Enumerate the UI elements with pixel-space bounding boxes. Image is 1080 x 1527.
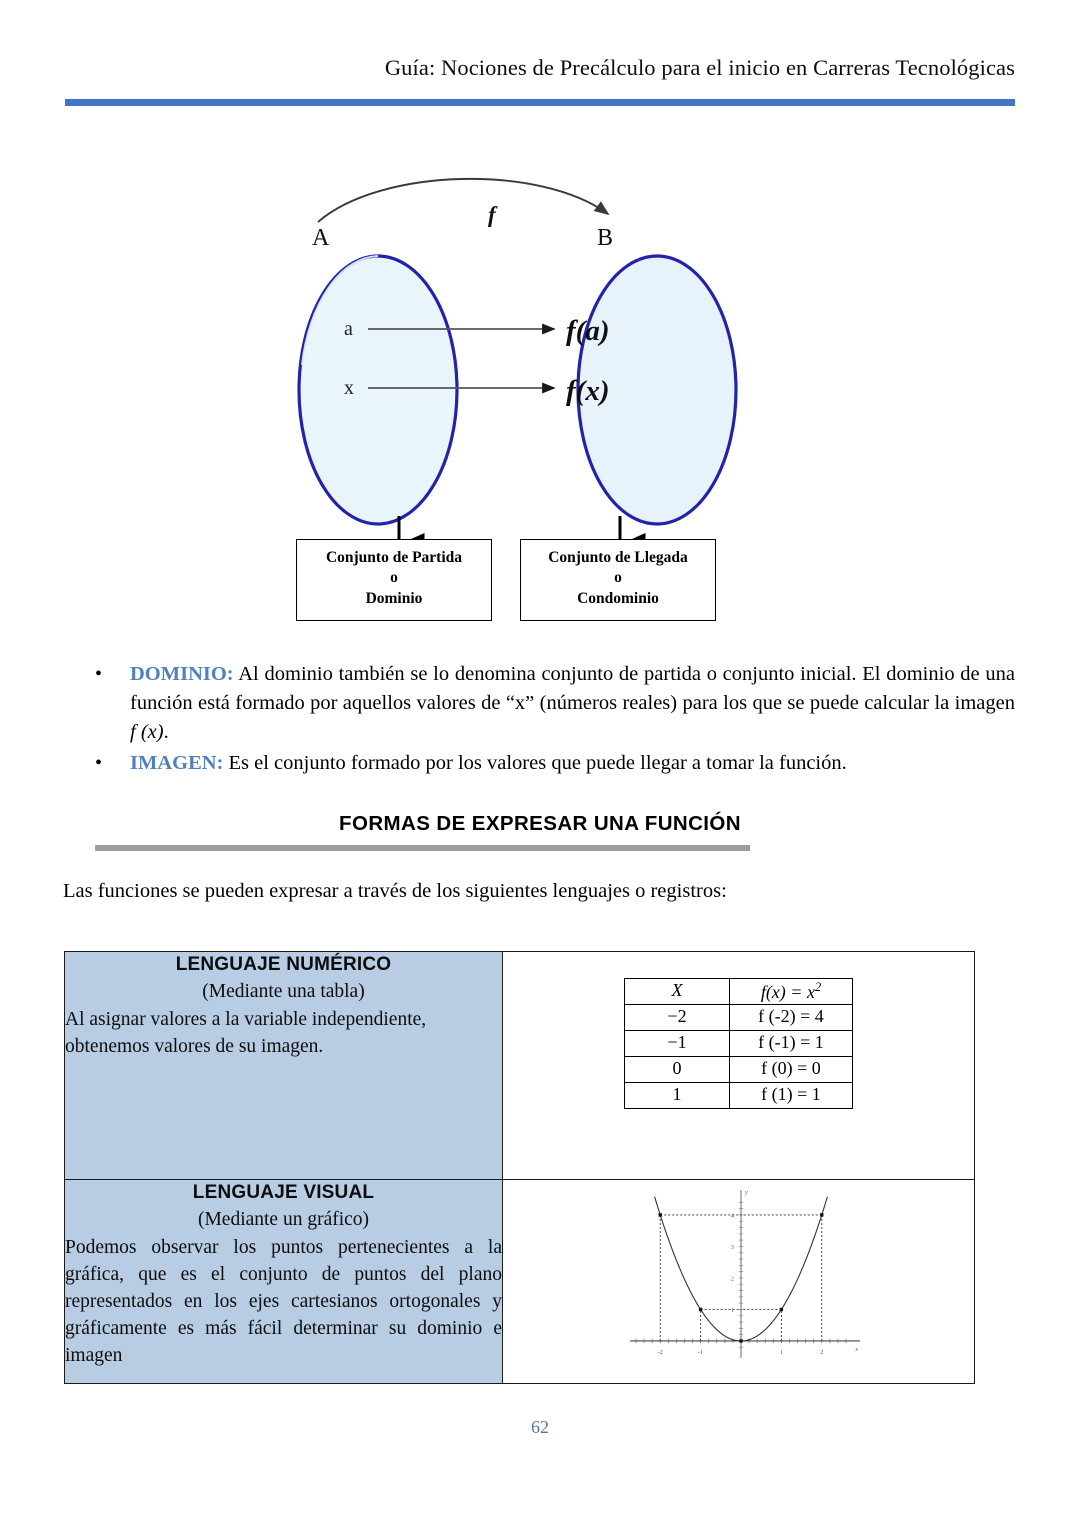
cell-lenguaje-visual-media	[503, 1180, 975, 1384]
cell-title-numerico: LENGUAJE NUMÉRICO	[175, 954, 392, 975]
box-left-line3: Dominio	[365, 589, 423, 607]
bullet-text-imagen: Es el conjunto formado por los valores que puede llegar a tomar la función.	[223, 752, 847, 775]
domain-element-x: x	[344, 377, 354, 399]
numeric-cell-x: −1	[625, 1031, 730, 1057]
data-point-marker	[779, 1308, 782, 1311]
set-a-label: A	[312, 225, 330, 251]
y-tick-label: 4	[730, 1212, 734, 1220]
cell-title-visual: LENGUAJE VISUAL	[192, 1182, 375, 1203]
cell-lenguaje-visual-desc	[65, 1180, 503, 1384]
lenguajes-table	[64, 951, 975, 1384]
numeric-values-table	[624, 978, 853, 1109]
section-heading-formas-de-expresar: FORMAS DE EXPRESAR UNA FUNCIÓN	[339, 812, 741, 835]
x-tick-label: 2	[819, 1348, 823, 1356]
table-row	[625, 1083, 853, 1109]
bullet-marker: •	[95, 752, 103, 775]
image-element-fa: f(a)	[566, 315, 610, 347]
table-row	[65, 952, 975, 1180]
box-right-line3: Condominio	[577, 589, 659, 607]
table-row	[65, 1180, 975, 1384]
y-tick-label: 2	[730, 1275, 734, 1283]
y-axis-label: y	[744, 1190, 748, 1196]
numeric-header-x: X	[625, 979, 730, 1005]
table-header-row	[625, 979, 853, 1005]
data-point-marker	[698, 1308, 701, 1311]
bullet-marker: •	[95, 663, 103, 685]
table-row	[625, 1057, 853, 1083]
box-left-line1: Conjunto de Partida	[325, 549, 463, 566]
numeric-cell-fx: f (-2) = 4	[730, 1005, 853, 1031]
cell-subtitle-visual: (Mediante un gráfico)	[197, 1209, 370, 1231]
numeric-header-fx	[730, 979, 853, 1005]
box-conjunto-partida	[296, 539, 492, 621]
set-b-label: B	[597, 225, 614, 251]
cell-body-numerico: Al asignar valores a la variable independiente, obtenemos valores de su imagen.	[65, 1009, 427, 1058]
cell-lenguaje-numerico-desc	[65, 952, 503, 1180]
header-divider-rule	[65, 99, 1015, 106]
bullet-math-fx: f (x)	[130, 721, 164, 744]
image-element-fx: f(x)	[566, 375, 610, 407]
bullet-text-dominio: Al dominio también se lo denomina conjunto de partida o conjunto inicial. El dominio de una función está formado por aquellos valores de “x” (números reales) para los que se puede calcular la imagen	[130, 663, 1015, 715]
x-tick-label: -2	[657, 1348, 663, 1356]
section-intro-paragraph: Las funciones se pueden expresar a través de los siguientes lenguajes o registros:	[63, 880, 727, 902]
cell-subtitle-numerico: (Mediante una tabla)	[202, 981, 365, 1003]
list-item	[65, 749, 1015, 778]
numeric-cell-x: 0	[625, 1057, 730, 1083]
parabola-graph-svg	[614, 1186, 864, 1374]
x-tick-label: 1	[779, 1348, 783, 1356]
section-divider-rule	[95, 845, 750, 851]
numeric-cell-x: 1	[625, 1083, 730, 1109]
diagram-label-boxes	[296, 539, 736, 621]
table-row	[625, 1005, 853, 1031]
x-tick-label: -1	[697, 1348, 703, 1356]
box-right-line2: o	[614, 569, 622, 587]
y-tick-label: 1	[730, 1306, 734, 1314]
list-item	[65, 660, 1015, 747]
page-number: 62	[531, 1417, 549, 1437]
numeric-header-fx-text: f(x) = x	[760, 982, 815, 1002]
numeric-cell-fx: f (1) = 1	[730, 1083, 853, 1109]
bullet-text-dominio-end: .	[163, 721, 169, 744]
numeric-header-fx-exponent: 2	[814, 980, 822, 994]
data-point-marker	[739, 1339, 742, 1342]
domain-element-a: a	[344, 318, 353, 340]
table-row	[625, 1031, 853, 1057]
numeric-cell-fx: f (-1) = 1	[730, 1031, 853, 1057]
box-left-line2: o	[390, 569, 398, 587]
cell-body-visual: Podemos observar los puntos pertenecientes a la gráfica, que es el conjunto de puntos del plano representados en los ejes cartesianos ortogonales y gráficamente es más fácil determinar su dominio e imagen	[65, 1237, 502, 1366]
data-point-marker	[820, 1213, 823, 1216]
definition-bullet-list	[65, 660, 1015, 780]
bullet-term-imagen: IMAGEN:	[130, 752, 224, 775]
function-arrow-label: f	[488, 202, 496, 227]
function-arc-arrow	[318, 179, 608, 222]
x-axis-label: x	[854, 1346, 858, 1353]
y-tick-label: 3	[730, 1243, 734, 1251]
header-title: Guía: Nociones de Precálculo para el inicio en Carreras Tecnológicas	[384, 55, 1015, 80]
numeric-cell-x: −2	[625, 1005, 730, 1031]
cell-lenguaje-numerico-media	[503, 952, 975, 1180]
numeric-cell-fx: f (0) = 0	[730, 1057, 853, 1083]
box-right-line1: Conjunto de Llegada	[548, 549, 688, 566]
bullet-term-dominio: DOMINIO:	[130, 663, 234, 685]
box-conjunto-llegada	[520, 539, 716, 621]
parabola-chart	[503, 1180, 974, 1383]
data-point-marker	[658, 1213, 661, 1216]
